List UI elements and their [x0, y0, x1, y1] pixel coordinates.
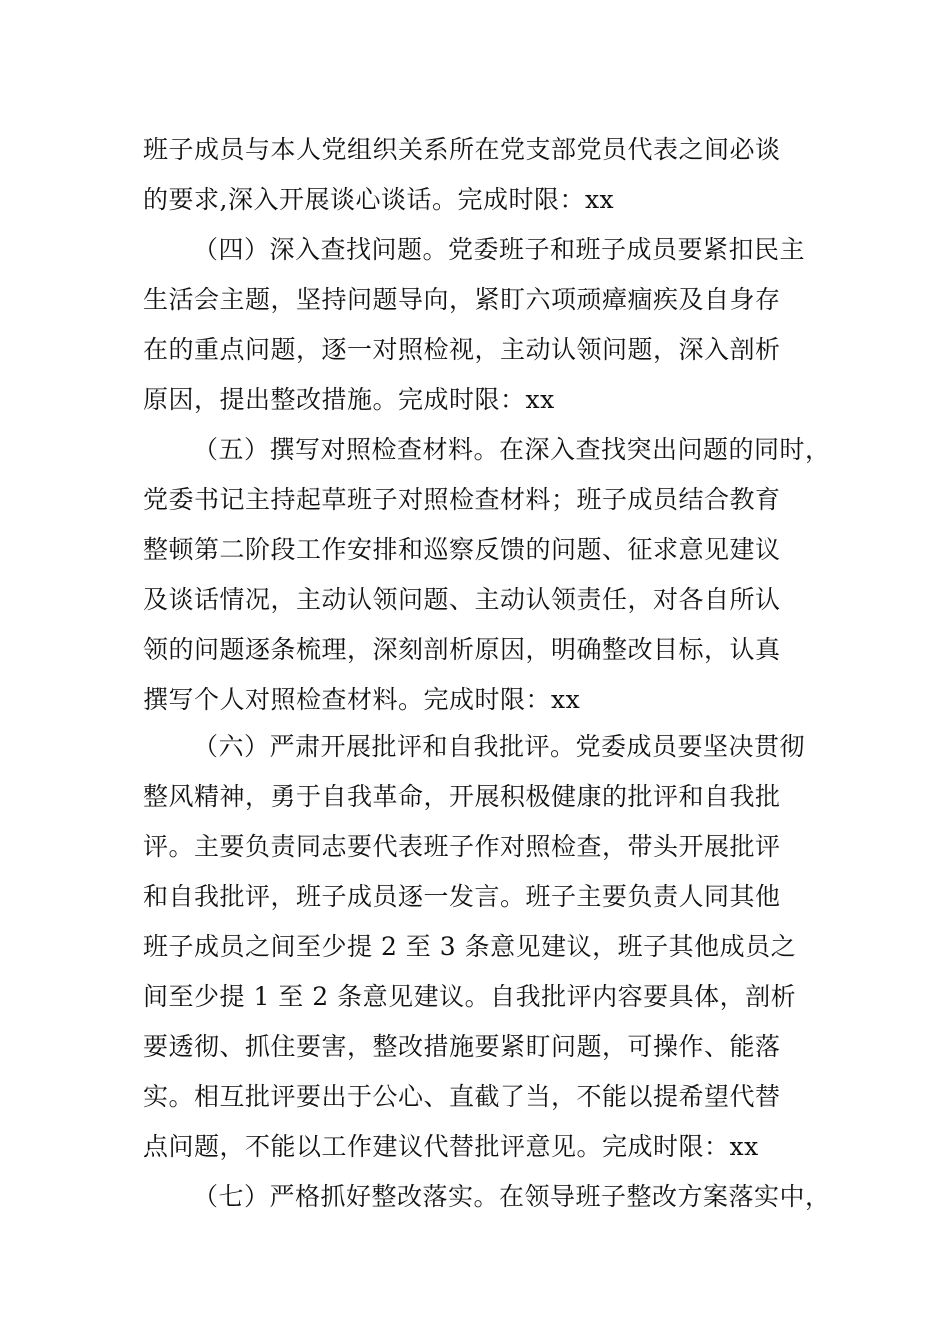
text-line: 实。相互批评要出于公心、直截了当，不能以提希望代替: [143, 1082, 781, 1111]
text-line: 和自我批评，班子成员逐一发言。班子主要负责人同其他: [143, 882, 781, 911]
text-line: 整顿第二阶段工作安排和巡察反馈的问题、征求意见建议: [143, 535, 781, 564]
text-line: 整风精神，勇于自我革命，开展积极健康的批评和自我批: [143, 782, 781, 811]
text-line: 在的重点问题，逐一对照检视，主动认领问题，深入剖析: [143, 335, 781, 364]
text-line: 领的问题逐条梳理，深刻剖析原因，明确整改目标，认真: [143, 635, 781, 664]
text-line: 班子成员与本人党组织关系所在党支部党员代表之间必谈: [143, 135, 781, 164]
paragraph-seven-heading: （七）严格抓好整改落实。在领导班子整改方案落实中，: [193, 1182, 831, 1211]
paragraph-five-heading: （五）撰写对照检查材料。在深入查找突出问题的同时，: [193, 435, 831, 464]
text-line: 点问题，不能以工作建议代替批评意见。完成时限：xx: [143, 1132, 759, 1161]
text-line: 原因，提出整改措施。完成时限：xx: [143, 385, 555, 414]
text-line: 要透彻、抓住要害，整改措施要紧盯问题，可操作、能落: [143, 1032, 781, 1061]
text-line: 班子成员之间至少提 2 至 3 条意见建议，班子其他成员之: [143, 932, 797, 961]
text-line: 撰写个人对照检查材料。完成时限：xx: [143, 685, 581, 714]
paragraph-six-heading: （六）严肃开展批评和自我批评。党委成员要坚决贯彻: [193, 732, 806, 761]
text-line: 生活会主题，坚持问题导向，紧盯六项顽瘴痼疾及自身存: [143, 285, 781, 314]
text-line: 间至少提 1 至 2 条意见建议。自我批评内容要具体，剖析: [143, 982, 797, 1011]
text-line: 的要求,深入开展谈心谈话。完成时限：xx: [143, 185, 615, 214]
paragraph-four-heading: （四）深入查找问题。党委班子和班子成员要紧扣民主: [193, 235, 806, 264]
text-line: 评。主要负责同志要代表班子作对照检查，带头开展批评: [143, 832, 781, 861]
text-line: 党委书记主持起草班子对照检查材料；班子成员结合教育: [143, 485, 781, 514]
text-line: 及谈话情况，主动认领问题、主动认领责任，对各自所认: [143, 585, 781, 614]
